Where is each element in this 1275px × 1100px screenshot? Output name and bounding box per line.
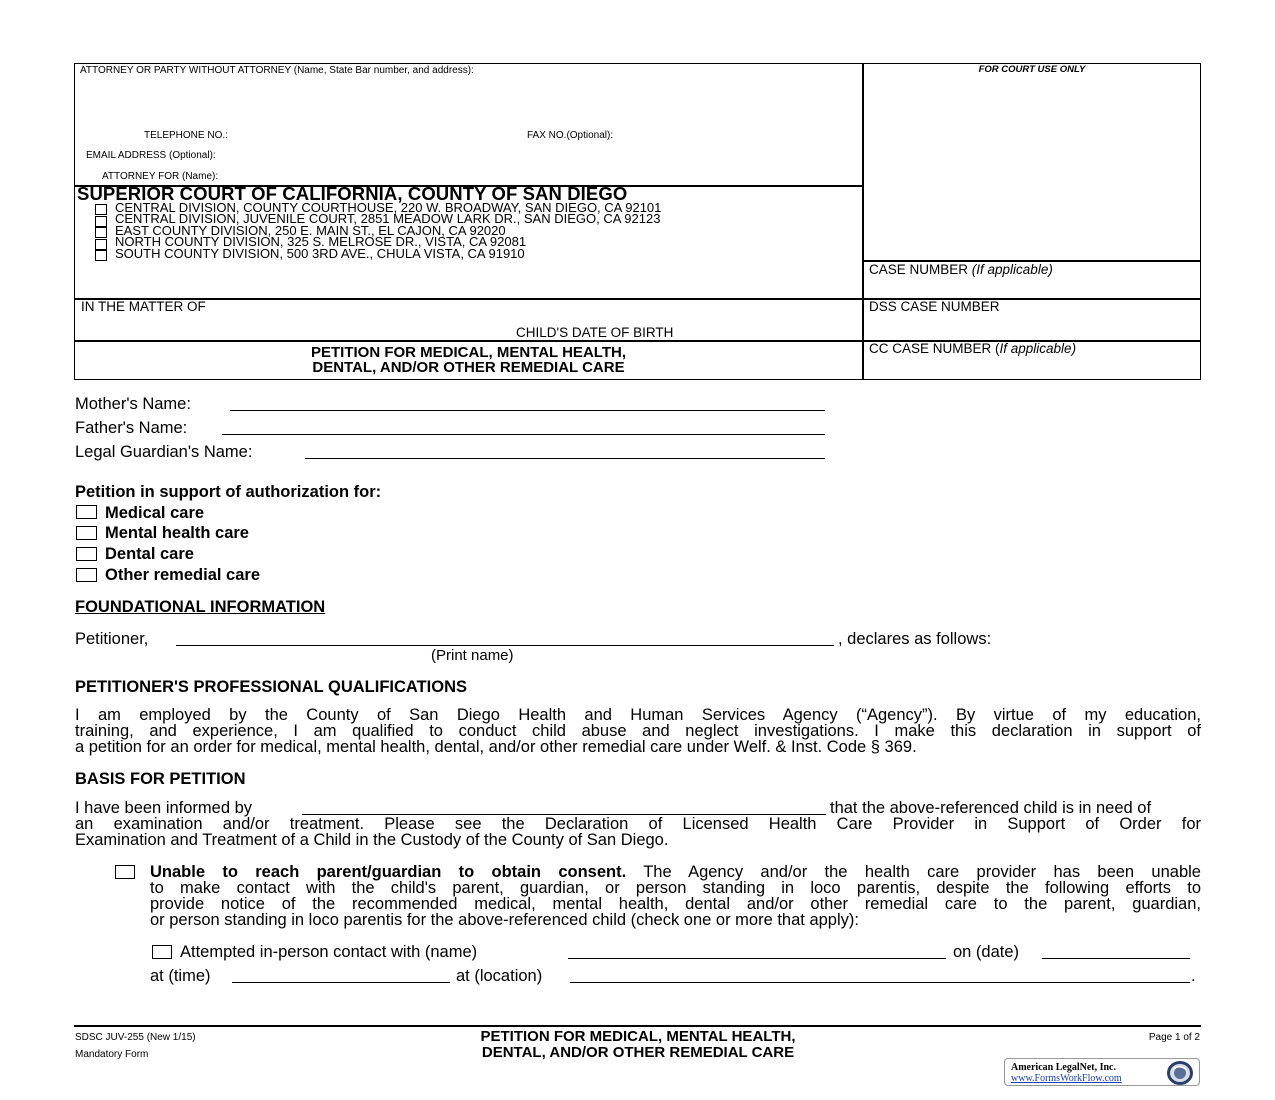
mother-name-field[interactable] — [230, 396, 825, 411]
father-name-field[interactable] — [222, 420, 825, 435]
unable-line-3: or person standing in loco parentis for the above-referenced child (check one or more that apply): — [150, 911, 859, 929]
vendor-name: American LegalNet, Inc. — [1011, 1062, 1116, 1073]
division-label-4: SOUTH COUNTY DIVISION, 500 3RD AVE., CHULA VISTA, CA 91910 — [115, 246, 525, 261]
court-use-label: FOR COURT USE ONLY — [978, 64, 1086, 75]
unable-line-2: provide notice of the recommended medical, mental health, dental and/or other remedial care to the parent, guardian, — [150, 895, 1201, 913]
qualifications-line-0: I am employed by the County of San Diego Health and Human Services Agency (“Agency”). By virtue of my education, — [75, 706, 1201, 724]
print-name-label: (Print name) — [431, 647, 514, 664]
form-title-1: PETITION FOR MEDICAL, MENTAL HEALTH, — [311, 344, 626, 361]
dss-label: DSS CASE NUMBER — [869, 299, 1000, 314]
attorney-label: ATTORNEY OR PARTY WITHOUT ATTORNEY (Name, State Bar number, and address): — [80, 65, 474, 76]
mother-label: Mother's Name: — [75, 395, 191, 413]
attempted-contact-name-field[interactable] — [568, 944, 946, 959]
case-number-label: CASE NUMBER (If applicable) — [869, 262, 1053, 277]
informed-by-field[interactable] — [302, 800, 826, 815]
guardian-name-field[interactable] — [305, 444, 825, 459]
fax-label: FAX NO.(Optional): — [527, 130, 614, 141]
attempted-contact-checkbox[interactable] — [152, 945, 172, 959]
attempted-contact-date-field[interactable] — [1042, 944, 1190, 959]
email-label: EMAIL ADDRESS (Optional): — [86, 150, 216, 161]
other-remedial-care-checkbox[interactable] — [76, 568, 97, 582]
guardian-label: Legal Guardian's Name: — [75, 443, 253, 461]
basis-line-0: an examination and/or treatment. Please see the Declaration of Licensed Health Care Provider in Support of Order for — [75, 815, 1201, 833]
telephone-label: TELEPHONE NO.: — [144, 130, 228, 141]
cc-case-number-label: CC CASE NUMBER (If applicable) — [869, 341, 1077, 356]
mental-health-care-checkbox[interactable] — [76, 526, 97, 540]
attorney-for-label: ATTORNEY FOR (Name): — [102, 171, 219, 182]
rule-matter — [74, 298, 1201, 300]
court-title: SUPERIOR COURT OF CALIFORNIA, COUNTY OF SAN DIEGO — [77, 183, 628, 204]
footer-title-2: DENTAL, AND/OR OTHER REMEDIAL CARE — [481, 1044, 795, 1061]
vendor-badge[interactable] — [1004, 1058, 1200, 1086]
header-divider-vertical — [862, 63, 864, 380]
other-remedial-care-label: Other remedial care — [105, 566, 260, 584]
division-checkbox-1[interactable] — [95, 216, 107, 227]
footer-title-1: PETITION FOR MEDICAL, MENTAL HEALTH, — [480, 1028, 796, 1045]
on-date-label: on (date) — [953, 943, 1020, 961]
mental-health-care-label: Mental health care — [105, 524, 249, 542]
dental-care-label: Dental care — [105, 545, 194, 563]
footer-rule — [74, 1025, 1201, 1027]
division-checkbox-2[interactable] — [95, 227, 107, 238]
medical-care-checkbox[interactable] — [76, 505, 97, 519]
foundational-heading: FOUNDATIONAL INFORMATION — [75, 598, 326, 616]
form-title-2: DENTAL, AND/OR OTHER REMEDIAL CARE — [312, 359, 625, 376]
dental-care-checkbox[interactable] — [76, 547, 97, 561]
unable-line-1: to make contact with the child's parent, guardian, or person standing in loco parentis, despite the following efforts to — [150, 879, 1201, 897]
division-label-1: CENTRAL DIVISION, JUVENILE COURT, 2851 MEADOW LARK DR., SAN DIEGO, CA 92123 — [115, 211, 661, 226]
petitioner-label: Petitioner, — [75, 630, 149, 648]
qualifications-line-1: training, and experience, I am qualified to conduct child abuse and neglect investigations. I make this declaration in support of — [75, 722, 1201, 740]
basis-line-1: Examination and Treatment of a Child in the Custody of the County of San Diego. — [75, 831, 669, 849]
location-period: . — [1191, 967, 1196, 985]
division-checkbox-0[interactable] — [95, 204, 107, 215]
footer-mandatory: Mandatory Form — [75, 1049, 149, 1060]
declares-label: , declares as follows: — [838, 630, 992, 648]
qualifications-heading: PETITIONER'S PROFESSIONAL QUALIFICATIONS — [75, 678, 468, 696]
at-location-label: at (location) — [456, 967, 543, 985]
division-label-0: CENTRAL DIVISION, COUNTY COURTHOUSE, 220 W. BROADWAY, SAN DIEGO, CA 92101 — [115, 200, 662, 215]
informed-by-label: I have been informed by — [75, 799, 253, 817]
unable-line-0: Unable to reach parent/guardian to obtain consent. The Agency and/or the health care provider has been unable — [150, 863, 1201, 881]
footer-form-id: SDSC JUV-255 (New 1/15) — [75, 1032, 196, 1043]
division-label-2: EAST COUNTY DIVISION, 250 E. MAIN ST., EL CAJON, CA 92020 — [115, 223, 506, 238]
authorization-heading: Petition in support of authorization for: — [75, 483, 382, 501]
attempted-contact-label: Attempted in-person contact with (name) — [180, 943, 478, 961]
medical-care-label: Medical care — [105, 504, 205, 522]
qualifications-line-2: a petition for an order for medical, mental health, dental, and/or other remedial care under Welf. & Inst. Code § 369. — [75, 738, 917, 756]
attempted-contact-time-field[interactable] — [232, 968, 450, 983]
unable-to-reach-checkbox[interactable] — [115, 865, 135, 879]
globe-icon — [1163, 1060, 1197, 1086]
footer-page: Page 1 of 2 — [1148, 1032, 1200, 1043]
dob-label: CHILD'S DATE OF BIRTH — [516, 325, 674, 340]
division-checkbox-4[interactable] — [95, 250, 107, 261]
father-label: Father's Name: — [75, 419, 188, 437]
basis-heading: BASIS FOR PETITION — [75, 770, 246, 788]
informed-tail: that the above-referenced child is in need of — [830, 799, 1152, 817]
division-checkbox-3[interactable] — [95, 239, 107, 250]
division-label-3: NORTH COUNTY DIVISION, 325 S. MELROSE DR., VISTA, CA 92081 — [115, 234, 527, 249]
matter-label: IN THE MATTER OF — [81, 299, 206, 314]
petitioner-name-field[interactable] — [176, 631, 834, 646]
vendor-url[interactable]: www.FormsWorkFlow.com — [1011, 1073, 1122, 1084]
attempted-contact-location-field[interactable] — [570, 968, 1190, 983]
at-time-label: at (time) — [150, 967, 211, 985]
